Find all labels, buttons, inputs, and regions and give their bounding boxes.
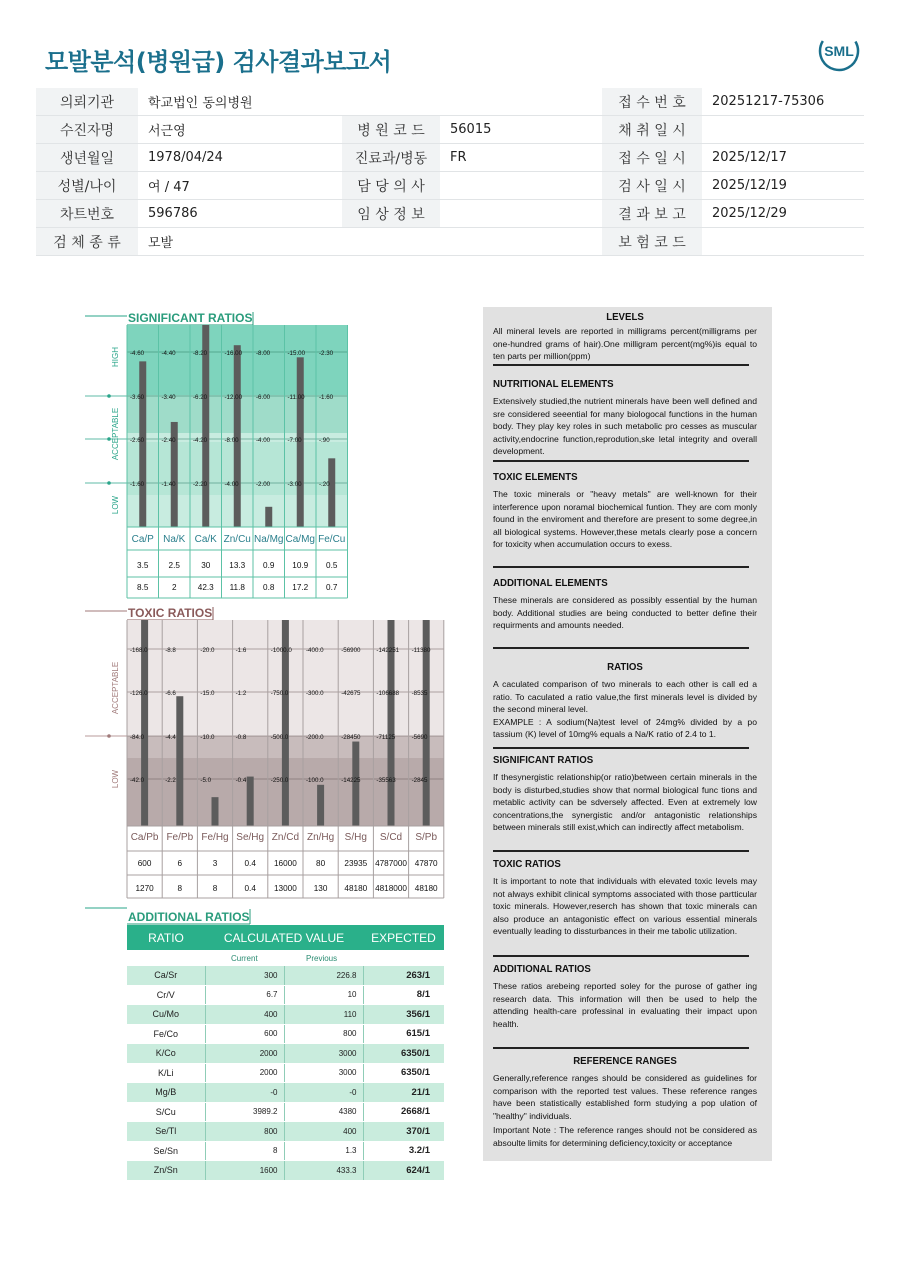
zone-label: LOW: [111, 769, 120, 789]
info-label: 담 당 의 사: [342, 172, 440, 200]
previous-value: 48180: [414, 884, 438, 893]
info-label: 차트번호: [36, 200, 138, 228]
tick-label: -1.2: [235, 690, 247, 697]
tick-label: -4.00: [256, 437, 271, 444]
current-value: 3: [212, 859, 218, 868]
ratio-ratio: Cr/V: [127, 985, 205, 1005]
info-label: 수진자명: [36, 116, 138, 144]
tick-label: -5690: [411, 734, 428, 741]
ratio-name: Fe/Hg: [201, 832, 229, 843]
ratio-name: S/Hg: [344, 832, 367, 843]
tick-label: -1.40: [161, 481, 176, 488]
ratio-expected: 8/1: [363, 985, 444, 1005]
tick-label: -2.00: [256, 481, 271, 488]
ratio-name: Fe/Cu: [318, 534, 346, 545]
additional-ratios-text: These ratios arebeing reported soley for the purose of gather ing research data. This information will then be used to help the attending health-care professinal in evaluating their impact upon health.: [493, 981, 757, 1029]
info-value: 서근영: [138, 116, 342, 144]
ratio-bar: [265, 507, 272, 527]
ratios-example: EXAMPLE : A sodium(Na)test level of 24mg% divided by a po tassium (K) level of 10mg% equals a Na/K ratio of 2.4 to 1.: [493, 716, 757, 740]
tick-label: -300.0: [306, 690, 324, 697]
ratio-bar: [317, 785, 324, 826]
ratio-ratio: K/Li: [127, 1063, 205, 1083]
reference-ranges-note: Important Note : The reference ranges should not be considered as absoulte limits for determining deficiency,toxicity or acceptance: [493, 1125, 757, 1148]
ratio-previous: -0: [284, 1083, 363, 1103]
section-title: SIGNIFICANT RATIOS: [128, 311, 253, 325]
ratio-name: Ca/Mg: [285, 534, 315, 545]
additional-ratio-row: [127, 1161, 444, 1181]
divider: [493, 364, 749, 366]
ratio-ratio: Ca/Sr: [127, 966, 205, 985]
tick-label: -5.0: [200, 777, 212, 784]
tick-label: -0.4: [235, 777, 247, 784]
tick-label: -15.00: [287, 350, 306, 357]
additional-ratios-heading: ADDITIONAL RATIOS: [493, 963, 591, 975]
ratio-bar: [176, 696, 183, 826]
ratio-expected: 615/1: [363, 1024, 444, 1044]
ratio-previous: 226.8: [284, 966, 363, 985]
header-previous: Previous: [306, 953, 338, 963]
ratio-ratio: Se/Sn: [127, 1141, 205, 1161]
current-value: 16000: [274, 859, 297, 868]
current-value: 0.4: [244, 859, 256, 868]
zone-marker-dot: [107, 481, 111, 485]
tick-label: -3.60: [130, 394, 145, 401]
current-value: 30: [201, 561, 211, 570]
tick-label: -10.0: [200, 734, 215, 741]
info-label: 결 과 보 고: [602, 200, 702, 228]
ratio-expected: 263/1: [363, 966, 444, 985]
tick-label: -126.0: [130, 690, 148, 697]
ratio-current: 800: [205, 1122, 284, 1142]
ratio-name: Zn/Cd: [271, 832, 300, 843]
info-value: 2025/12/29: [702, 200, 864, 228]
tick-label: -.20: [319, 481, 330, 488]
info-label: 진료과/병동: [342, 144, 440, 172]
current-value: 13.3: [229, 561, 246, 570]
header-current: Current: [231, 953, 258, 963]
additional-ratio-row: [127, 1044, 444, 1064]
significant-ratios-heading: SIGNIFICANT RATIOS: [493, 754, 594, 766]
tick-label: -142251: [376, 647, 400, 654]
significant-ratios-text: If thesynergistic relationship(or ratio)between certain minerals in the body is disturbed,studies show that normal biological func tions and metablic activity can be sdversely affected. Even at extremely low concentrations,the synergistic and/or antagonistic relationships between minerals still exist,which can indirectly affect metabolism.: [493, 772, 757, 833]
info-value: 학교법인 동의병원: [138, 88, 342, 116]
ratio-name: S/Cd: [379, 832, 403, 843]
previous-value: 2: [171, 583, 177, 592]
info-value: 596786: [138, 200, 342, 228]
section-title: ADDITIONAL RATIOS: [128, 910, 250, 924]
info-value: [702, 116, 864, 144]
previous-value: 13000: [274, 884, 297, 893]
ratio-bar: [212, 797, 219, 826]
ratio-current: 1600: [205, 1161, 284, 1181]
additional-elements-text: These minerals are considered as possibly essential by the human body. Additional studies are being conducted to better define their requirments and amounts needed.: [493, 595, 757, 631]
tick-label: -2.30: [319, 350, 334, 357]
current-value: 4787000: [375, 859, 407, 868]
ratios-heading: RATIOS: [607, 661, 643, 673]
tick-label: -4.4: [165, 734, 176, 741]
zone-marker-dot: [107, 394, 111, 398]
info-label: 생년월일: [36, 144, 138, 172]
header-calculated-value: CALCULATED VALUE: [205, 925, 363, 950]
ratio-expected: 2668/1: [363, 1102, 444, 1122]
ratio-current: 2000: [205, 1063, 284, 1083]
tick-label: -250.0: [270, 777, 289, 784]
tick-label: -4.20: [193, 437, 208, 444]
current-value: 3.5: [137, 561, 149, 570]
tick-label: -0.8: [235, 734, 247, 741]
ratio-name: Zn/Cu: [223, 534, 251, 545]
tick-label: -35563: [376, 777, 396, 784]
additional-ratio-row: [127, 1102, 444, 1122]
info-value: 20251217-75306: [702, 88, 864, 116]
previous-value: 130: [313, 884, 328, 893]
zone-label: LOW: [111, 495, 120, 515]
tick-label: -42675: [341, 690, 361, 697]
info-label: 보 험 코 드: [602, 228, 702, 256]
divider: [493, 460, 749, 462]
ratio-ratio: Cu/Mo: [127, 1005, 205, 1025]
ratio-current: 6.7: [205, 985, 284, 1005]
ratio-expected: 356/1: [363, 1005, 444, 1025]
info-label: 임 상 정 보: [342, 200, 440, 228]
explanation-panel: [483, 307, 772, 1161]
info-value: 1978/04/24: [138, 144, 342, 172]
info-label: 접 수 일 시: [602, 144, 702, 172]
zone-label: ACCEPTABLE: [111, 407, 120, 461]
ratio-previous: 4380: [284, 1102, 363, 1122]
previous-value: 8: [177, 884, 183, 893]
previous-value: 0.8: [263, 583, 275, 592]
ratio-name: Ca/P: [131, 534, 154, 545]
current-value: 23935: [344, 859, 368, 868]
previous-value: 48180: [344, 884, 368, 893]
info-label: 검 사 일 시: [602, 172, 702, 200]
tick-label: -15.0: [200, 690, 215, 697]
ratio-previous: 10: [284, 985, 363, 1005]
info-value: [440, 172, 602, 200]
zone-label: ACCEPTABLE: [111, 661, 120, 715]
reference-ranges-text: Generally,reference ranges should be considered as guidelines for comparison with the reported test values. These reference ranges have been statistically established form studying a pop ulation of "healthy" individuals.: [493, 1073, 757, 1121]
divider: [493, 647, 749, 649]
tick-label: -500.0: [270, 734, 289, 741]
ratio-previous: 3000: [284, 1063, 363, 1083]
tick-label: -2845: [411, 777, 428, 784]
toxic-elements-heading: TOXIC ELEMENTS: [493, 471, 578, 483]
section-title: TOXIC RATIOS: [128, 606, 213, 620]
tick-label: -8535: [411, 690, 428, 697]
ratio-current: 300: [205, 966, 284, 985]
toxic-ratios-heading: TOXIC RATIOS: [493, 858, 561, 870]
info-value: [440, 228, 602, 256]
info-label: 접 수 번 호: [602, 88, 702, 116]
tick-label: -400.0: [306, 647, 324, 654]
previous-value: 1270: [135, 884, 154, 893]
tick-label: -1.6: [235, 647, 247, 654]
tick-label: -1.60: [319, 394, 334, 401]
current-value: 80: [316, 859, 326, 868]
logo-text: SML: [824, 43, 854, 59]
current-value: 47870: [414, 859, 438, 868]
info-label: 채 취 일 시: [602, 116, 702, 144]
divider: [493, 1047, 749, 1049]
current-value: 2.5: [168, 561, 180, 570]
ratio-bar: [328, 458, 335, 527]
ratio-current: -0: [205, 1083, 284, 1103]
report-title: 모발분석(병원급) 검사결과보고서: [45, 48, 392, 76]
toxic-ratios-text: It is important to note that individuals with elevated toxic levels may not always exhibit clinical symptoms associated with those partticular toxic minerals. However,reserch has shown that toxic minerals can also produce an antagonistic effect on various essential minerals eventually leading to dissturbances in their me tabolic utilization.: [493, 876, 757, 937]
ratio-ratio: S/Cu: [127, 1102, 205, 1122]
zone-marker-dot: [107, 437, 111, 441]
tick-label: -20.0: [200, 647, 215, 654]
previous-value: 17.2: [292, 583, 309, 592]
tick-label: -56900: [341, 647, 361, 654]
divider: [493, 566, 749, 568]
ratio-name: Ca/K: [194, 534, 217, 545]
ratio-name: Se/Hg: [236, 832, 265, 843]
toxic-elements-text: The toxic minerals or "heavy metals" are well-known for their interference upon noramal biochemical funtion. They are com monly found in the enviroment and therefore are present to some degree,in all biological systems. However,these metals clearly pose a concern for toxicity when accumulation occurs to exess.: [493, 489, 757, 550]
tick-label: -2.2: [165, 777, 176, 784]
ratio-current: 8: [205, 1141, 284, 1161]
tick-label: -2.20: [193, 481, 208, 488]
tick-label: -8.00: [256, 350, 271, 357]
tick-label: -14225: [341, 777, 361, 784]
levels-text: All mineral levels are reported in milligrams percent(milligrams per one-hundred grams of hair).One milligram percent(mg%)is equal to ten parts per million(ppm): [493, 326, 757, 362]
tick-label: -1.60: [130, 481, 145, 488]
additional-ratio-row: [127, 1141, 444, 1161]
ratio-current: 3989.2: [205, 1102, 284, 1122]
ratio-current: 600: [205, 1024, 284, 1044]
info-label: 검 체 종 류: [36, 228, 138, 256]
tick-label: -200.0: [306, 734, 324, 741]
ratio-expected: 6350/1: [363, 1063, 444, 1083]
divider: [493, 955, 749, 957]
ratio-expected: 3.2/1: [363, 1141, 444, 1161]
previous-value: 0.4: [244, 884, 256, 893]
current-value: 6: [177, 859, 183, 868]
reference-ranges-heading: REFERENCE RANGES: [573, 1055, 677, 1067]
ratio-name: Na/Mg: [254, 534, 284, 545]
ratio-previous: 400: [284, 1122, 363, 1142]
info-label: 병 원 코 드: [342, 116, 440, 144]
tick-label: -6.00: [256, 394, 271, 401]
additional-ratio-row: [127, 966, 444, 985]
ratios-text: A caculated comparison of two minerals to each other is call ed a ratio. To caculated a ratio value,the first minerals level is divided by the second mineral level.: [493, 679, 757, 715]
zone-marker-dot: [107, 734, 111, 738]
ratio-name: S/Pb: [415, 832, 438, 843]
ratio-previous: 3000: [284, 1044, 363, 1064]
previous-value: 8.5: [137, 583, 149, 592]
additional-ratio-row: [127, 1083, 444, 1103]
previous-value: 4818000: [375, 884, 407, 893]
ratio-expected: 370/1: [363, 1122, 444, 1142]
additional-ratio-row: [127, 1063, 444, 1083]
tick-label: -106688: [376, 690, 400, 697]
ratio-current: 400: [205, 1005, 284, 1025]
info-value: [440, 88, 602, 116]
additional-ratio-row: [127, 1122, 444, 1142]
additional-ratio-row: [127, 1024, 444, 1044]
info-value: [440, 200, 602, 228]
info-value: 2025/12/19: [702, 172, 864, 200]
additional-ratio-row: [127, 1005, 444, 1025]
info-value: [702, 228, 864, 256]
tick-label: -4.40: [161, 350, 176, 357]
previous-value: 8: [212, 884, 218, 893]
info-value: 56015: [440, 116, 602, 144]
ratio-previous: 110: [284, 1005, 363, 1025]
tick-label: -6.20: [193, 394, 208, 401]
tick-label: -12.00: [224, 394, 243, 401]
tick-label: -6.6: [165, 690, 176, 697]
ratio-ratio: K/Co: [127, 1044, 205, 1064]
ratio-previous: 1.3: [284, 1141, 363, 1161]
tick-label: -8.20: [193, 350, 208, 357]
ratio-expected: 624/1: [363, 1161, 444, 1181]
tick-label: -16.00: [224, 350, 243, 357]
previous-value: 0.7: [326, 583, 338, 592]
ratio-previous: 800: [284, 1024, 363, 1044]
ratio-current: 2000: [205, 1044, 284, 1064]
ratio-name: Zn/Hg: [306, 832, 335, 843]
tick-label: -4.60: [130, 350, 145, 357]
tick-label: -168.0: [130, 647, 148, 654]
previous-value: 42.3: [197, 583, 214, 592]
tick-label: -11.00: [287, 394, 305, 401]
ratio-ratio: Zn/Sn: [127, 1161, 205, 1181]
tick-label: -7.00: [287, 437, 302, 444]
nutritional-text: Extensively studied,the nutrient minerals have been well defined and sre considered seeential for many biologocal functions in the human body. They play key roles in such metabolic pro cesses as muscular activity,endocrine function,reprodution,ske letal integrity and overall development.: [493, 396, 757, 457]
ratio-name: Ca/Pb: [130, 832, 159, 843]
ratio-expected: 21/1: [363, 1083, 444, 1103]
tick-label: -1000.0: [270, 647, 292, 654]
current-value: 600: [137, 859, 152, 868]
tick-label: -42.0: [130, 777, 145, 784]
divider: [493, 850, 749, 852]
tick-label: -2.40: [161, 437, 176, 444]
previous-value: 11.8: [229, 583, 245, 592]
tick-label: -28450: [341, 734, 361, 741]
info-value: 2025/12/17: [702, 144, 864, 172]
info-label: 의뢰기관: [36, 88, 138, 116]
sml-logo: [818, 30, 860, 72]
ratio-expected: 6350/1: [363, 1044, 444, 1064]
ratio-ratio: Fe/Co: [127, 1024, 205, 1044]
tick-label: -2.60: [130, 437, 145, 444]
tick-label: -84.0: [130, 734, 145, 741]
additional-elements-heading: ADDITIONAL ELEMENTS: [493, 577, 608, 589]
tick-label: -.90: [319, 437, 330, 444]
current-value: 0.5: [326, 561, 338, 570]
zone-label: HIGH: [111, 347, 120, 367]
tick-label: -11380: [411, 647, 431, 654]
info-value: FR: [440, 144, 602, 172]
tick-label: -3.40: [161, 394, 176, 401]
tick-label: -4.00: [224, 481, 239, 488]
ratio-bar: [139, 361, 146, 527]
info-value: 여 / 47: [138, 172, 342, 200]
tick-label: -100.0: [306, 777, 324, 784]
tick-label: -8.00: [224, 437, 239, 444]
additional-ratios-table: [127, 925, 444, 1181]
info-label: 성별/나이: [36, 172, 138, 200]
header-expected: EXPECTED: [363, 925, 444, 950]
ratio-ratio: Se/Tl: [127, 1122, 205, 1142]
ratio-bar: [247, 777, 254, 826]
info-value: 모발: [138, 228, 342, 256]
levels-heading: LEVELS: [606, 311, 644, 323]
tick-label: -3.00: [287, 481, 302, 488]
divider: [493, 747, 749, 749]
ratio-previous: 433.3: [284, 1161, 363, 1181]
nutritional-heading: NUTRITIONAL ELEMENTS: [493, 378, 614, 390]
ratio-name: Fe/Pb: [166, 832, 194, 843]
current-value: 10.9: [292, 561, 309, 570]
tick-label: -8.8: [165, 647, 176, 654]
header-ratio: RATIO: [127, 925, 205, 950]
tick-label: -71125: [376, 734, 396, 741]
tick-label: -750.0: [270, 690, 289, 697]
ratio-ratio: Mg/B: [127, 1083, 205, 1103]
current-value: 0.9: [263, 561, 275, 570]
additional-ratio-row: [127, 985, 444, 1005]
ratio-name: Na/K: [163, 534, 186, 545]
